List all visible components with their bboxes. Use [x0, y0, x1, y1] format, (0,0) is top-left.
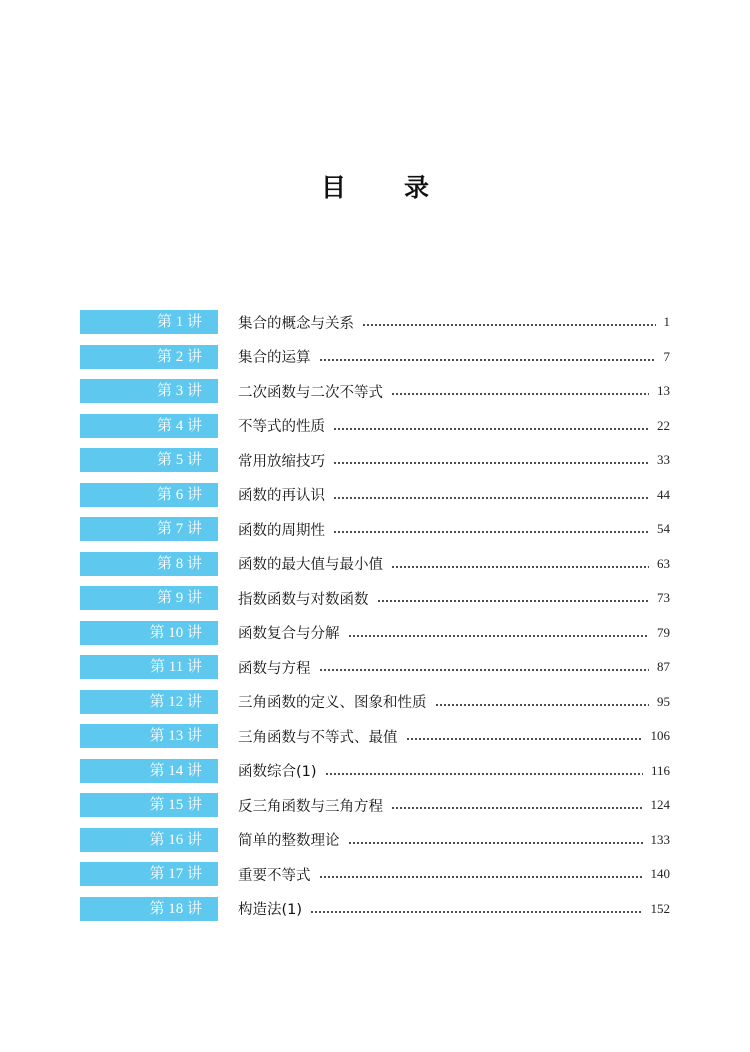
- lecture-tab: [80, 345, 218, 369]
- dot-leader: [391, 393, 649, 395]
- toc-entry[interactable]: [80, 793, 680, 817]
- toc-entry[interactable]: [80, 517, 680, 541]
- lecture-label: 第 2 讲: [156, 348, 202, 365]
- toc-entry[interactable]: [80, 897, 680, 921]
- entry-line: [238, 379, 680, 403]
- lecture-label: 第 8 讲: [156, 555, 202, 572]
- page-number: 54: [657, 521, 670, 536]
- page-title-char-1: 目: [321, 173, 347, 202]
- entry-title: 函数的周期性: [238, 522, 325, 539]
- entry-title: 简单的整数理论: [238, 833, 340, 849]
- lecture-tab: [80, 793, 218, 817]
- lecture-tab: [80, 552, 218, 576]
- lecture-tab: [80, 828, 218, 852]
- page-number: 7: [663, 348, 670, 364]
- lecture-tab: [80, 655, 218, 679]
- lecture-tab: [80, 724, 218, 748]
- dot-leader: [319, 669, 650, 671]
- page-number: 1: [663, 314, 670, 329]
- toc-entry[interactable]: [80, 759, 680, 783]
- lecture-tab: [80, 483, 218, 507]
- entry-line: [238, 724, 680, 748]
- entry-title: 集合的概念与关系: [238, 315, 354, 332]
- dot-leader: [406, 738, 643, 740]
- page-number: 63: [657, 555, 670, 571]
- lecture-label: 第 7 讲: [156, 521, 202, 537]
- dot-leader: [310, 911, 642, 913]
- lecture-label: 第 9 讲: [156, 590, 202, 606]
- lecture-tab: [80, 448, 218, 472]
- entry-title: 函数复合与分解: [238, 626, 340, 642]
- toc-list: [80, 310, 680, 930]
- page-number: 116: [650, 762, 670, 778]
- entry-title: 函数的最大值与最小值: [238, 557, 383, 573]
- toc-entry[interactable]: [80, 552, 680, 576]
- page-number: 152: [650, 900, 670, 916]
- entry-line: [238, 517, 680, 541]
- toc-entry[interactable]: [80, 448, 680, 472]
- page-number: 73: [657, 590, 670, 605]
- page-number: 22: [657, 417, 670, 433]
- entry-line: [238, 759, 680, 783]
- toc-entry[interactable]: [80, 345, 680, 369]
- lecture-tab: [80, 862, 218, 886]
- page-number: 33: [657, 452, 670, 467]
- entry-line: [238, 586, 680, 610]
- toc-entry[interactable]: [80, 655, 680, 679]
- lecture-tab: [80, 897, 218, 921]
- toc-entry[interactable]: [80, 862, 680, 886]
- entry-title: 不等式的性质: [238, 419, 325, 435]
- dot-leader: [348, 635, 650, 637]
- page-title-char-2: 录: [404, 173, 430, 202]
- lecture-label: 第 10 讲: [149, 624, 202, 641]
- entry-title: 指数函数与对数函数: [238, 591, 369, 608]
- toc-entry[interactable]: [80, 586, 680, 610]
- lecture-label: 第 12 讲: [149, 693, 202, 710]
- lecture-label: 第 13 讲: [149, 728, 202, 744]
- entry-line: [238, 793, 680, 817]
- dot-leader: [333, 428, 649, 430]
- toc-entry[interactable]: [80, 621, 680, 645]
- page-number: 79: [657, 624, 670, 640]
- lecture-label: 第 1 讲: [156, 314, 202, 330]
- page-number: 133: [650, 831, 670, 847]
- lecture-label: 第 14 讲: [149, 762, 202, 779]
- toc-entry[interactable]: [80, 690, 680, 714]
- page-number: 87: [657, 659, 670, 674]
- entry-line: [238, 621, 680, 645]
- lecture-tab: [80, 310, 218, 334]
- lecture-label: 第 4 讲: [156, 417, 202, 434]
- page-number: 124: [650, 797, 670, 812]
- dot-leader: [319, 359, 656, 361]
- entry-line: [238, 655, 680, 679]
- lecture-label: 第 16 讲: [149, 831, 202, 848]
- toc-entry[interactable]: [80, 310, 680, 334]
- toc-entry[interactable]: [80, 414, 680, 438]
- entry-line: [238, 552, 680, 576]
- lecture-label: 第 5 讲: [156, 452, 202, 468]
- page-title: [0, 170, 750, 206]
- lecture-tab: [80, 379, 218, 403]
- entry-line: [238, 897, 680, 921]
- dot-leader: [391, 807, 643, 809]
- dot-leader: [333, 497, 649, 499]
- dot-leader: [435, 704, 650, 706]
- dot-leader: [391, 566, 649, 568]
- entry-title: 构造法(1): [238, 902, 303, 918]
- page-number: 106: [650, 728, 670, 743]
- entry-title: 函数的再认识: [238, 488, 325, 504]
- dot-leader: [362, 324, 656, 326]
- dot-leader: [325, 773, 643, 775]
- lecture-label: 第 17 讲: [149, 866, 202, 882]
- lecture-tab: [80, 759, 218, 783]
- page-number: 44: [657, 486, 670, 502]
- entry-line: [238, 414, 680, 438]
- lecture-label: 第 11 讲: [150, 659, 202, 675]
- dot-leader: [377, 600, 650, 602]
- entry-line: [238, 862, 680, 886]
- lecture-label: 第 6 讲: [156, 486, 202, 503]
- page-number: 13: [657, 383, 670, 398]
- entry-title: 二次函数与二次不等式: [238, 384, 383, 401]
- page-number: 95: [657, 693, 670, 709]
- lecture-label: 第 3 讲: [156, 383, 202, 399]
- entry-line: [238, 310, 680, 334]
- lecture-tab: [80, 690, 218, 714]
- dot-leader: [348, 842, 643, 844]
- dot-leader: [333, 531, 649, 533]
- dot-leader: [333, 462, 649, 464]
- lecture-label: 第 18 讲: [149, 900, 202, 917]
- toc-entry[interactable]: [80, 379, 680, 403]
- entry-title: 反三角函数与三角方程: [238, 798, 383, 815]
- entry-line: [238, 828, 680, 852]
- entry-title: 三角函数的定义、图象和性质: [238, 695, 427, 711]
- entry-line: [238, 345, 680, 369]
- entry-title: 函数与方程: [238, 660, 311, 677]
- toc-entry[interactable]: [80, 483, 680, 507]
- lecture-tab: [80, 517, 218, 541]
- entry-title: 重要不等式: [238, 867, 311, 884]
- lecture-label: 第 15 讲: [149, 797, 202, 813]
- entry-title: 三角函数与不等式、最值: [238, 729, 398, 746]
- entry-line: [238, 690, 680, 714]
- toc-entry[interactable]: [80, 724, 680, 748]
- entry-title: 常用放缩技巧: [238, 453, 325, 470]
- lecture-tab: [80, 414, 218, 438]
- lecture-tab: [80, 621, 218, 645]
- entry-title: 集合的运算: [238, 350, 311, 366]
- entry-line: [238, 448, 680, 472]
- toc-entry[interactable]: [80, 828, 680, 852]
- dot-leader: [319, 876, 643, 878]
- entry-line: [238, 483, 680, 507]
- page-number: 140: [650, 866, 670, 881]
- lecture-tab: [80, 586, 218, 610]
- entry-title: 函数综合(1): [238, 764, 317, 780]
